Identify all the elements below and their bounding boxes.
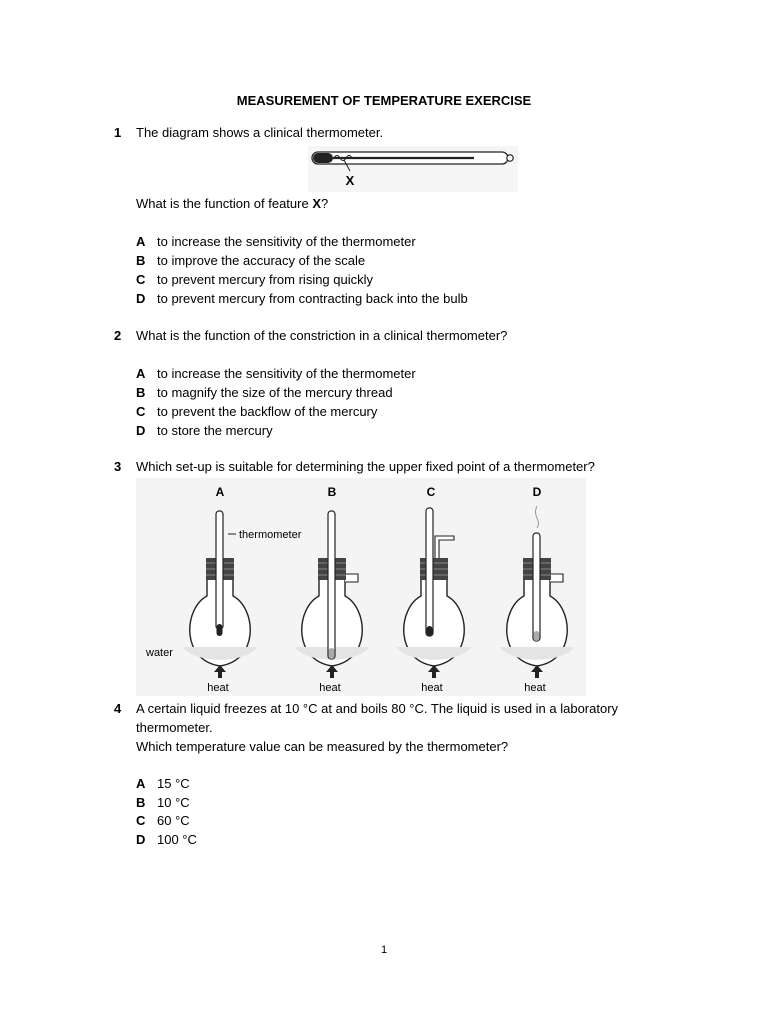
setup-label-a: A	[215, 485, 225, 499]
option-text: 15 °C	[157, 776, 190, 791]
thermometer-label: thermometer	[239, 529, 302, 541]
option-letter: D	[136, 291, 146, 306]
option-letter: D	[136, 832, 146, 847]
setup-label-c: C	[426, 485, 436, 499]
option-text: to improve the accuracy of the scale	[157, 253, 366, 268]
option-text: to prevent mercury from rising quickly	[157, 272, 374, 287]
question-text-line1: A certain liquid freezes at 10 °C at and boils 80 °C. The liquid is used in a laboratory	[136, 701, 619, 716]
option-text: to increase the sensitivity of the thermometer	[157, 366, 416, 381]
option-text: 60 °C	[157, 813, 190, 828]
page-title: MEASUREMENT OF TEMPERATURE EXERCISE	[236, 93, 532, 108]
upper-fixed-point-setups-diagram	[136, 478, 586, 696]
question-text: What is the function of the constriction in a clinical thermometer?	[136, 328, 508, 343]
question-text: Which set-up is suitable for determining the upper fixed point of a thermometer?	[136, 459, 595, 474]
heat-label: heat	[421, 682, 443, 694]
option-text: to increase the sensitivity of the thermometer	[157, 234, 416, 249]
question-text-line3: Which temperature value can be measured by the thermometer?	[136, 739, 509, 754]
option-text: 10 °C	[157, 795, 190, 810]
question-text-line2: thermometer.	[136, 720, 213, 735]
option-letter: A	[136, 776, 146, 791]
setup-label-d: D	[532, 485, 542, 499]
option-text: to store the mercury	[157, 423, 273, 438]
option-text: to prevent mercury from contracting back into the bulb	[157, 291, 468, 306]
option-letter: B	[136, 385, 146, 400]
option-letter: C	[136, 813, 146, 828]
question-prompt: What is the function of feature X?	[136, 196, 329, 211]
feature-x-label: X	[345, 173, 355, 188]
question-text: The diagram shows a clinical thermometer.	[136, 125, 384, 140]
option-letter: C	[136, 404, 146, 419]
option-letter: A	[136, 366, 146, 381]
option-text: to prevent the backflow of the mercury	[157, 404, 378, 419]
question-number: 2	[114, 328, 122, 343]
heat-label: heat	[207, 682, 229, 694]
option-letter: B	[136, 253, 146, 268]
option-letter: B	[136, 795, 146, 810]
heat-label: heat	[319, 682, 341, 694]
heat-label: heat	[524, 682, 546, 694]
option-text: 100 °C	[157, 832, 197, 847]
option-text: to magnify the size of the mercury thread	[157, 385, 393, 400]
setup-label-b: B	[327, 485, 337, 499]
option-letter: D	[136, 423, 146, 438]
clinical-thermometer-diagram	[308, 146, 518, 192]
question-number: 3	[114, 459, 122, 474]
question-number: 1	[114, 125, 122, 140]
page-number: 1	[380, 944, 388, 956]
question-number: 4	[114, 701, 122, 716]
water-label: water	[146, 647, 173, 659]
option-letter: C	[136, 272, 146, 287]
option-letter: A	[136, 234, 146, 249]
